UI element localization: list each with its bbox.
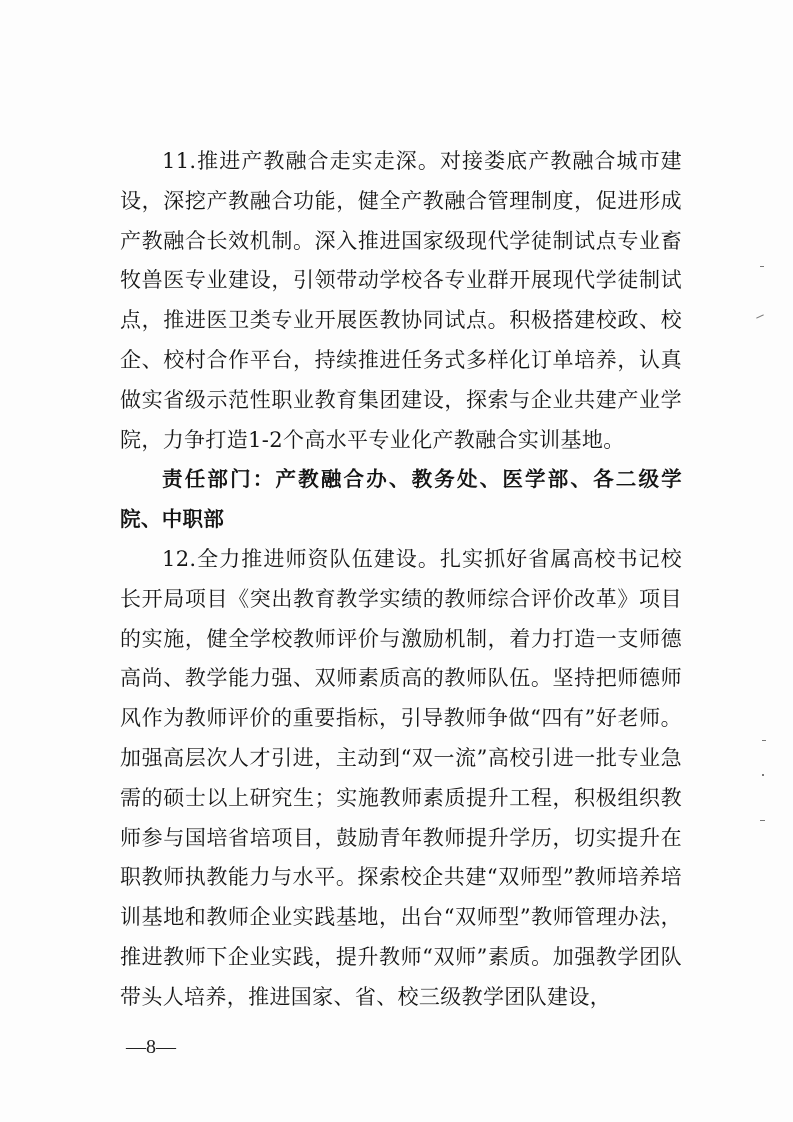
item-11-paragraph: 11.推进产教融合走实走深。对接娄底产教融合城市建设，深挖产教融合功能，健全产教融合管理制度，促进形成产教融合长效机制。深入推进国家级现代学徒制试点专业畜牧兽医专业建设，引领带动学校各专业群开展现代学徒制试点，推进医卫类专业开展医教协同试点。积极搭建校政、校企、校村合作平台，持续推进任务式多样化订单培养，认真做实省级示范性职业教育集团建设，探索与企业共建产业学院，力争打造1-2个高水平专业化产教融合实训基地。: [120, 149, 682, 452]
item-12-paragraph: 12.全力推进师资队伍建设。扎实抓好省属高校书记校长开局项目《突出教育教学实绩的教师综合评价改革》项目的实施，健全学校教师评价与激励机制，着力打造一支师德高尚、教学能力强、双师素质高的教师队伍。坚持把师德师风作为教师评价的重要指标，引导教师争做“四有”好老师。加强高层次人才引进，主动到“双一流”高校引进一批专业急需的硕士以上研究生；实施教师素质提升工程，积极组织教师参与国培省培项目，鼓励青年教师提升学历，切实提升在职教师执教能力与水平。探索校企共建“双师型”教师培养培训基地和教师企业实践基地，出台“双师型”教师管理办法，推进教师下企业实践，提升教师“双师”素质。加强教学团队带头人培养，推进国家、省、校三级教学团队建设，: [120, 546, 682, 1009]
document-body: [120, 142, 682, 1018]
scan-mark: [760, 266, 764, 267]
scan-mark: [756, 314, 764, 318]
scan-mark: [760, 820, 765, 821]
page-number: —8—: [126, 1036, 176, 1058]
responsibility-departments: 责任部门：产教融合办、教务处、医学部、各二级学院、中职部: [120, 467, 682, 532]
scan-mark: [762, 740, 766, 741]
scan-mark: [762, 774, 764, 776]
